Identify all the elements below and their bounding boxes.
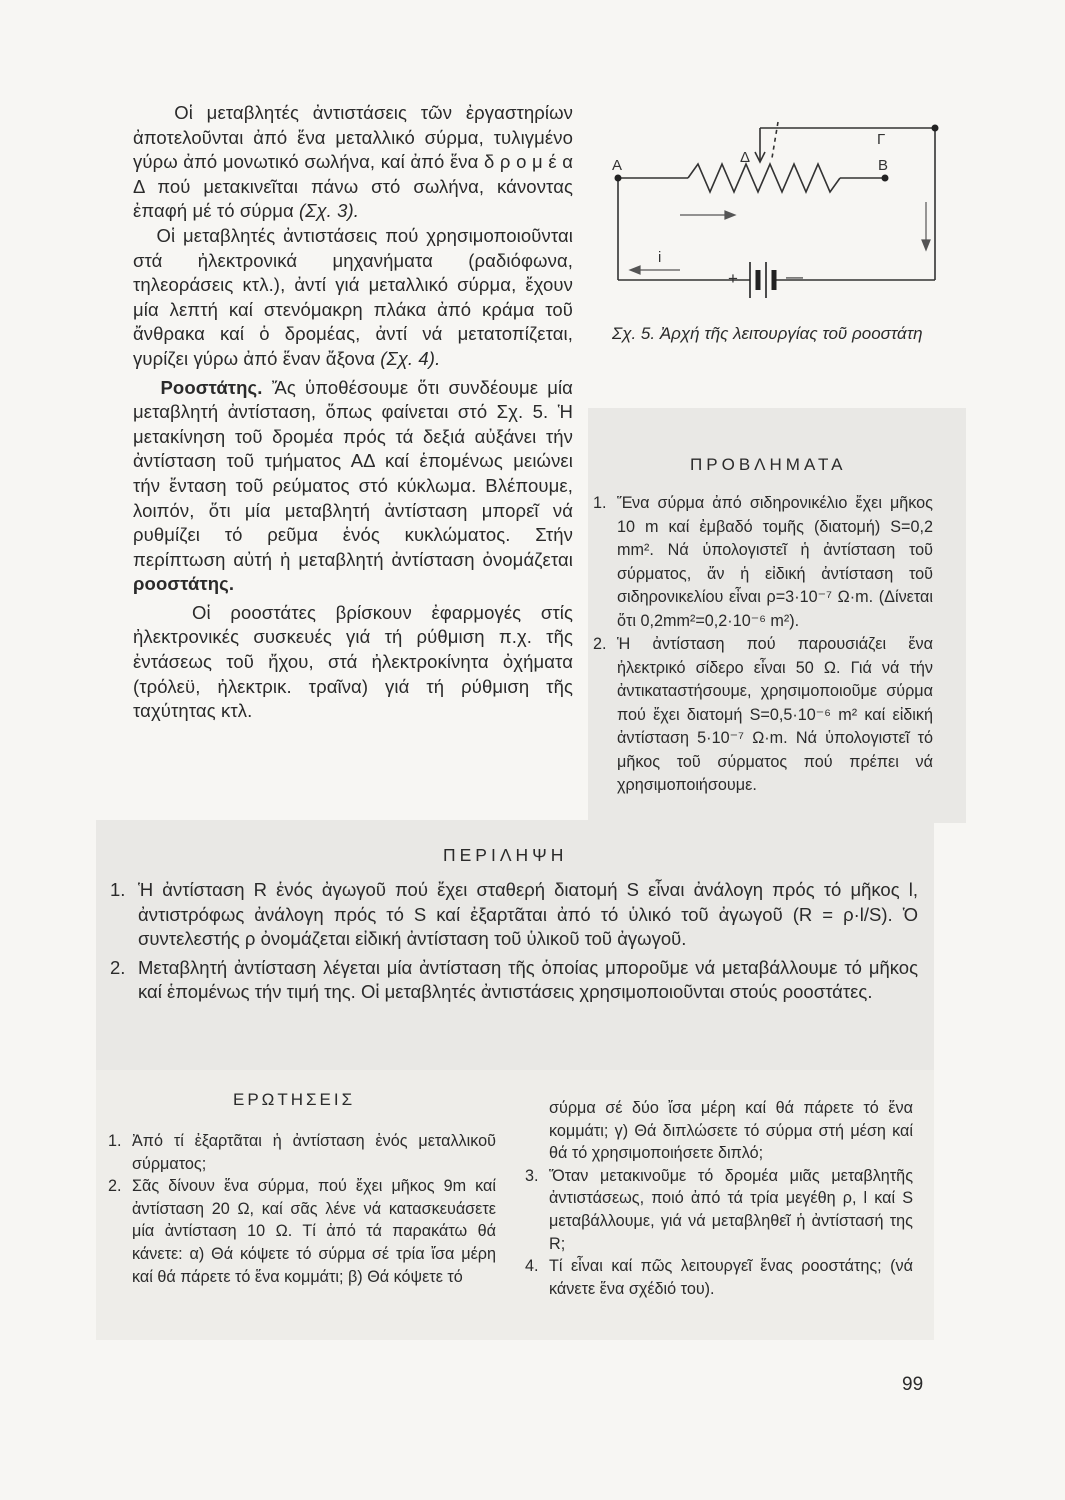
questions-title: ΕΡΩΤΗΣΕΙΣ bbox=[233, 1090, 356, 1109]
node-b bbox=[882, 175, 889, 182]
summary-item: 1. Ἡ ἀντίσταση R ἑνός ἀγωγοῦ πού ἔχει σταθερή διατομή S εἶναι ἀνάλογη πρός τό μῆκος l, ἀντιστρόφως ἀνάλογη πρός τό S καί ἐξαρτᾶται ἀπό τό ὑλικό τοῦ ἀγωγοῦ (R = ρ·l/S). Ὁ συντελεστής ρ ὀνομάζεται εἰδική ἀντίσταση τοῦ ὑλικοῦ τοῦ ἀγωγοῦ. bbox=[110, 879, 918, 949]
intro-p4: Οἱ ροοστάτες βρίσκουν ἐφαρμογές στίς ἠλεκτρονικές συσκευές γιά τή ρύθμιση π.χ. τῆς ἐντάσεως τοῦ ἤχου, στά ἠλεκτροκίνητα ὀχήματα (τρόλεϋ, ἠλεκτρικ. τραῖνα) γιά τή ρύθμιση τῆς ταχύτητας κτλ. bbox=[133, 601, 573, 722]
battery-symbol bbox=[750, 262, 774, 298]
intro-p2: Οἱ μεταβλητές ἀντιστάσεις πού χρησιμοποιοῦνται στά ἠλεκτρονικά μηχανήματα (ραδιόφωνα, τηλεοράσεις κτλ.), ἀντί γιά μεταλλικό σύρμα, ἔχουν μία λεπτή καί στενόμακρη πλάκα ἀπό κράμα τοῦ ἄνθρακα καί ὁ δρομέας, ἀντί νά μετατοπίζεται, γυρίζει γύρω ἀπό ἕναν ἄξονα (Σχ. 4). bbox=[133, 224, 573, 369]
problems-list bbox=[593, 492, 933, 798]
problems-title: ΠΡΟΒΛΗΜΑΤΑ bbox=[690, 455, 847, 474]
label-a: A bbox=[612, 157, 623, 174]
intro-p3: Ροοστάτης. Ἄς ὑποθέσουμε ὅτι συνδέουμε μία μεταβλητή ἀντίσταση, ὅπως φαίνεται στό Σχ. 5. Ἡ μετακίνηση τοῦ δρομέα πρός τά δεξιά αὐξάνει τήν ἀντίσταση τοῦ τμήματος ΑΔ καί ἑπομένως μειώνει τήν ἔνταση τοῦ ρεύματος στό κύκλωμα. Βλέπουμε, λοιπόν, ὅτι μία μεταβλητή ἀντίσταση μπορεῖ νά ρυθμίζει τό ρεῦμα ἑνός κυκλώματος. Στήν περίπτωση αὐτή ἡ μεταβλητή ἀντίσταση ὀνομάζεται ροοστάτης. bbox=[133, 376, 573, 595]
label-g: Γ bbox=[877, 131, 886, 148]
resistor-zigzag bbox=[688, 164, 840, 192]
problem-item: 1. Ἕνα σύρμα ἀπό σιδηρονικέλιο ἔχει μῆκος 10 m καί ἐμβαδό τομῆς (διατομή) S=0,2 mm². Νά ὑπολογιστεῖ ἡ ἀντίσταση τοῦ σύρματος, ἄν ἡ εἰδική ἀντίσταση τοῦ σιδηρονικελίου εἶναι ρ=3·10⁻⁷ Ω·m. (Δίνεται ὅτι 0,2mm²=0,2·10⁻⁶ m²). bbox=[593, 494, 933, 630]
problem-item: 2. Ἡ ἀντίσταση πού παρουσιάζει ἕνα ἠλεκτρικό σίδερο εἶναι 50 Ω. Γιά νά τήν ἀντικαταστήσουμε, χρησιμοποιοῦμε σύρμα πού ἔχει διατομή S=0,5·10⁻⁶ m² καί εἰδική ἀντίσταση 5·10⁻⁷ Ω·m. Νά ὑπολογιστεῖ τό μῆκος τοῦ σύρματος πού πρέπει νά χρησιμοποιήσουμε. bbox=[593, 635, 933, 794]
summary-item: 2. Μεταβλητή ἀντίσταση λέγεται μία ἀντίσταση τῆς ὁποίας μποροῦμε νά μεταβάλλουμε τό μῆκος καί ἑπομένως τήν τιμή της. Οἱ μεταβλητές ἀντιστάσεις χρησιμοποιοῦνται στούς ροοστάτες. bbox=[110, 956, 918, 1002]
intro-text bbox=[133, 101, 573, 724]
question-item: 1. Ἀπό τί ἐξαρτᾶται ἡ ἀντίσταση ἑνός μεταλλικοῦ σύρματος; bbox=[108, 1132, 496, 1173]
summary-title: ΠΕΡΙΛΗΨΗ bbox=[443, 845, 568, 865]
rheostat-term: Ροοστάτης. bbox=[160, 376, 263, 398]
rheostat-circuit-diagram bbox=[600, 112, 950, 312]
label-plus: + bbox=[728, 269, 738, 288]
figure-caption: Σχ. 5. Ἀρχή τῆς λειτουργίας τοῦ ροοστάτη bbox=[612, 324, 923, 343]
intro-p1: Οἱ μεταβλητές ἀντιστάσεις τῶν ἐργαστηρίων ἀποτελοῦνται ἀπό ἕνα μεταλλικό σύρμα, τυλιγμένο γύρω ἀπό μονωτικό σωλήνα, καί ἀπό ἕνα δ ρ ο μ έ α Δ πού μετακινεῖται πάνω στό σωλήνα, κάνοντας ἐπαφή μέ τό σύρμα (Σχ. 3). bbox=[133, 102, 573, 222]
label-minus: — bbox=[786, 267, 803, 286]
questions-left-column bbox=[108, 1130, 496, 1288]
label-b: B bbox=[878, 157, 889, 174]
node-g bbox=[932, 125, 939, 132]
node-a bbox=[615, 175, 622, 182]
summary-list bbox=[110, 878, 918, 1009]
label-i: i bbox=[658, 249, 662, 266]
label-d: Δ bbox=[740, 149, 751, 166]
question-item: 4. Τί εἶναι καί πῶς λειτουργεῖ ἕνας ροοστάτης; (νά κάνετε ἕνα σχέδιό του). bbox=[525, 1257, 913, 1298]
question-item: 2. Σᾶς δίνουν ἕνα σύρμα, πού ἔχει μῆκος 9m καί ἀντίσταση 20 Ω, καί σᾶς λένε νά κατασκευάσετε μία ἀντίσταση 10 Ω. Τί ἀπό τά παρακάτω θά κάνετε: α) Θά κόψετε τό σύρμα σέ τρία ἴσα μέρη καί θά πάρετε τό ἕνα κομμάτι; β) Θά κόψετε τό bbox=[108, 1177, 496, 1286]
page-number: 99 bbox=[902, 1374, 924, 1395]
question-item: 3. Ὅταν μετακινοῦμε τό δρομέα μιᾶς μεταβλητῆς ἀντιστάσεως, ποιό ἀπό τά τρία μεγέθη ρ, l καί S μεταβάλλουμε, γιά νά μεταβληθεῖ ἡ ἀντίστασή της R; bbox=[525, 1166, 913, 1253]
questions-right-column bbox=[525, 1097, 913, 1300]
question-2-continuation: σύρμα σέ δύο ἴσα μέρη καί θά πάρετε τό ἕνα κομμάτι; γ) Θά διπλώσετε τό σύρμα στή μέση καί θά τό χρησιμοποιήσετε διπλό; bbox=[549, 1099, 913, 1163]
